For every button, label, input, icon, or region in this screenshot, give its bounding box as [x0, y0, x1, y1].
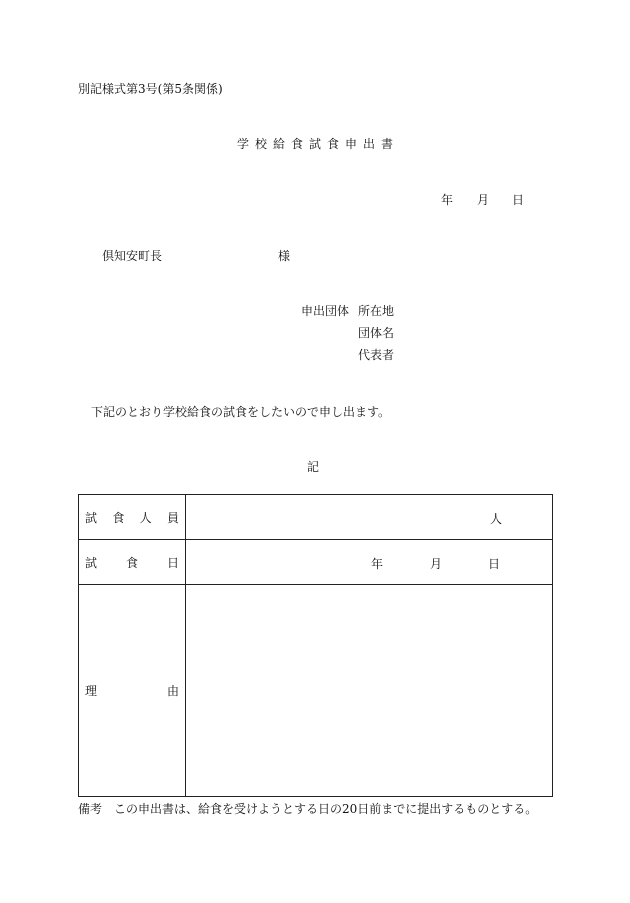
table-row-reason [79, 585, 553, 797]
tasting-date-field[interactable] [186, 540, 553, 585]
tasting-date-year: 年 [371, 557, 384, 571]
remarks: 備考 この申出書は、給食を受けようとする日の20日前までに提出するものとする。 [78, 802, 538, 816]
header-date-year: 年 [441, 193, 454, 207]
reason-label-char: 理 [85, 684, 98, 698]
table-row-date [79, 540, 553, 585]
tasting-date-label-char: 食 [125, 555, 138, 570]
attendees-label [79, 495, 186, 540]
form-number: 別記様式第3号(第5条関係) [78, 82, 223, 96]
application-table [78, 494, 553, 797]
document-title: 学校給食試食申出書 [237, 137, 400, 151]
attendees-unit: 人 [490, 512, 503, 526]
table-row-attendees [79, 495, 553, 540]
attendees-label-char: 試 [85, 510, 98, 525]
attendees-label-char: 食 [112, 510, 125, 525]
header-date-month: 月 [477, 193, 490, 207]
reason-label-char: 由 [166, 684, 179, 698]
tasting-date-label-char: 日 [166, 555, 179, 570]
reason-label [79, 585, 186, 797]
addressee-name: 倶知安町長 [102, 249, 163, 263]
applicant-address-label: 所在地 [358, 304, 395, 318]
reason-field[interactable] [186, 585, 553, 797]
ki-heading: 記 [307, 460, 320, 474]
tasting-date-label [79, 540, 186, 585]
tasting-date-month: 月 [430, 557, 443, 571]
applicant-rep-label: 代表者 [358, 348, 395, 362]
attendees-value-field[interactable] [186, 495, 553, 540]
tasting-date-day: 日 [488, 557, 501, 571]
attendees-label-char: 員 [166, 510, 179, 525]
applicant-group-label: 申出団体 [301, 304, 350, 318]
applicant-name-label: 団体名 [358, 326, 395, 340]
attendees-label-char: 人 [139, 510, 152, 525]
addressee-honorific: 様 [278, 249, 291, 263]
tasting-date-label-char: 試 [85, 555, 98, 570]
statement: 下記のとおり学校給食の試食をしたいので申し出ます。 [91, 405, 391, 419]
header-date-day: 日 [512, 193, 525, 207]
